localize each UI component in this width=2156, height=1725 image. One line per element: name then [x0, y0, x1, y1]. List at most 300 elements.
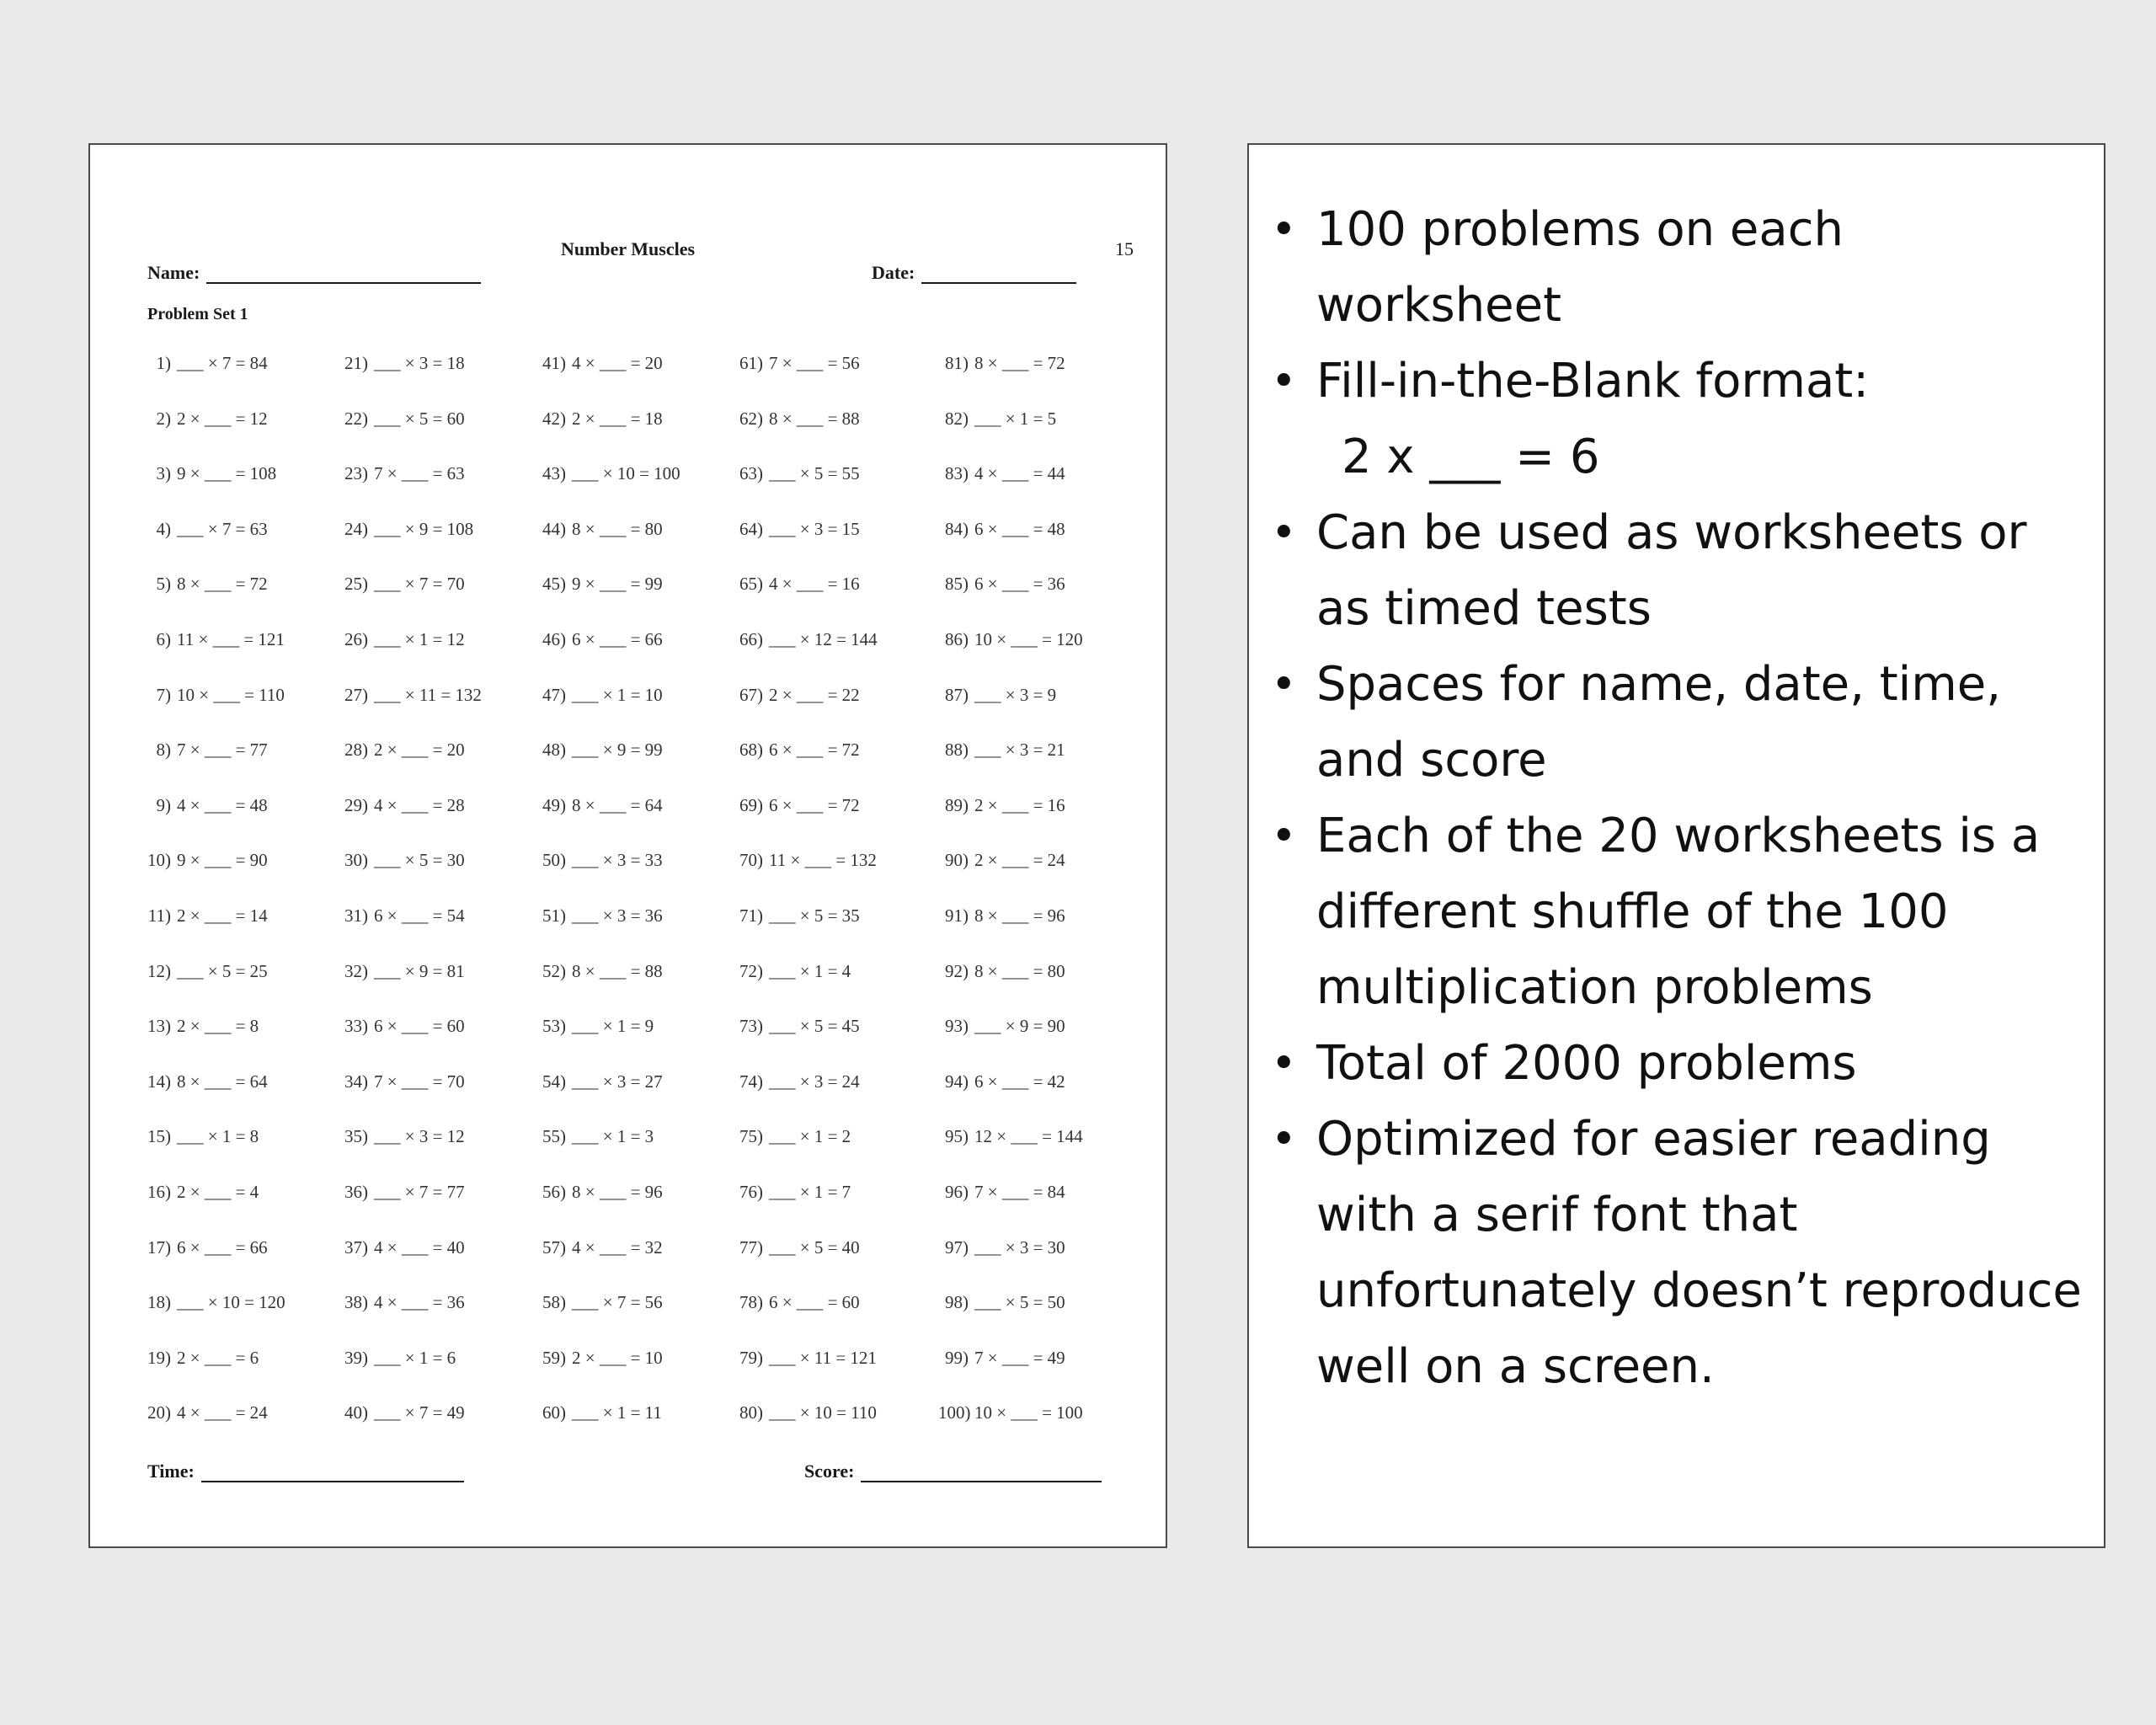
problem-item [141, 685, 334, 740]
problem-item [536, 905, 729, 961]
problem-equation: ___ × 3 = 21 [974, 740, 1065, 761]
date-blank-line [921, 265, 1076, 284]
problem-number: 18) [147, 1292, 171, 1313]
problem-number: 4) [156, 518, 171, 539]
problem-item [141, 463, 334, 519]
problem-equation: 6 × ___ = 48 [974, 518, 1065, 539]
problem-item [141, 629, 334, 685]
problem-number: 23) [344, 463, 368, 484]
problem-number: 69) [739, 794, 763, 815]
problem-number: 38) [344, 1292, 368, 1313]
problem-equation: 8 × ___ = 88 [769, 408, 860, 429]
problem-item [938, 1126, 1132, 1182]
problem-item [338, 1182, 531, 1237]
problem-item [733, 1348, 926, 1403]
problem-equation: ___ × 11 = 121 [769, 1347, 877, 1368]
feature-text: Each of the 20 worksheets is a different shuffle of the 100 multiplication problems [1316, 809, 2041, 1015]
problem-item [338, 1402, 531, 1458]
problem-equation: ___ × 5 = 60 [374, 408, 465, 429]
problem-item [338, 1126, 531, 1182]
problem-number: 31) [344, 905, 368, 926]
problem-number: 51) [542, 905, 566, 926]
problem-equation: 7 × ___ = 49 [974, 1347, 1065, 1368]
bullet-icon: • [1271, 660, 1297, 710]
problem-number: 56) [542, 1181, 566, 1202]
problem-item [338, 795, 531, 851]
problem-equation: 9 × ___ = 99 [572, 574, 663, 595]
problem-item [938, 574, 1132, 629]
problem-item [536, 795, 729, 851]
problem-number: 22) [344, 408, 368, 429]
date-label: Date: [872, 262, 915, 283]
problem-number: 79) [739, 1347, 763, 1368]
problem-item [338, 463, 531, 519]
problem-number: 42) [542, 408, 566, 429]
problem-item [733, 1182, 926, 1237]
problem-column-4 [733, 353, 926, 1458]
problem-equation: 6 × ___ = 42 [974, 1071, 1065, 1092]
problem-equation: 4 × ___ = 28 [374, 794, 465, 815]
problem-column-5 [938, 353, 1132, 1458]
problem-number: 63) [739, 463, 763, 484]
problem-item [141, 961, 334, 1017]
problem-number: 50) [542, 850, 566, 871]
problem-item [338, 961, 531, 1017]
feature-text: Spaces for name, date, time, and score [1316, 657, 2002, 788]
problem-number: 40) [344, 1402, 368, 1423]
problem-number: 47) [542, 684, 566, 705]
problem-number: 55) [542, 1126, 566, 1147]
feature-list [1271, 192, 2091, 1405]
problem-item [733, 1126, 926, 1182]
problem-equation: ___ × 7 = 49 [374, 1402, 465, 1423]
problem-item [141, 1402, 334, 1458]
problem-number: 12) [147, 960, 171, 981]
problem-item [938, 1348, 1132, 1403]
problem-item [536, 629, 729, 685]
problem-item [938, 353, 1132, 409]
problem-number: 5) [156, 574, 171, 595]
problem-item [536, 353, 729, 409]
problem-number: 28) [344, 740, 368, 761]
problem-item [938, 463, 1132, 519]
problem-number: 29) [344, 794, 368, 815]
problem-equation: 4 × ___ = 44 [974, 463, 1065, 484]
bullet-icon: • [1271, 508, 1297, 558]
problem-equation: 10 × ___ = 100 [974, 1402, 1083, 1423]
bullet-icon: • [1271, 1039, 1297, 1089]
problem-number: 92) [945, 960, 969, 981]
bullet-icon: • [1271, 356, 1297, 407]
problem-number: 81) [945, 353, 969, 373]
problem-item [938, 1292, 1132, 1348]
problem-item [141, 850, 334, 905]
problem-number: 100) [938, 1402, 971, 1423]
problem-item [536, 1237, 729, 1293]
problem-number: 17) [147, 1236, 171, 1258]
problem-number: 24) [344, 518, 368, 539]
problem-number: 59) [542, 1347, 566, 1368]
problem-item [733, 1237, 926, 1293]
score-blank-line [861, 1464, 1102, 1482]
problem-equation: 2 × ___ = 22 [769, 684, 860, 705]
problem-number: 90) [945, 850, 969, 871]
bullet-icon: • [1271, 811, 1297, 862]
problem-item [536, 1182, 729, 1237]
problem-equation: 11 × ___ = 132 [769, 850, 877, 871]
problem-equation: 4 × ___ = 16 [769, 574, 860, 595]
problem-number: 66) [739, 628, 763, 649]
problem-number: 6) [156, 628, 171, 649]
problem-item [338, 1292, 531, 1348]
problem-item [938, 519, 1132, 574]
problem-equation: 4 × ___ = 40 [374, 1236, 465, 1258]
problem-equation: ___ × 1 = 8 [177, 1126, 259, 1147]
problem-number: 11) [147, 905, 171, 926]
problem-item [141, 795, 334, 851]
problem-number: 3) [156, 463, 171, 484]
problem-item [733, 1016, 926, 1071]
problem-number: 57) [542, 1236, 566, 1258]
problem-item [141, 905, 334, 961]
problem-equation: ___ × 5 = 30 [374, 850, 465, 871]
problem-equation: 7 × ___ = 63 [374, 463, 465, 484]
feature-text: Optimized for easier reading with a serif font that unfortunately doesn’t reproduce well on a screen. [1316, 1112, 2082, 1394]
problem-number: 77) [739, 1236, 763, 1258]
problem-number: 82) [945, 408, 969, 429]
problem-number: 14) [147, 1071, 171, 1092]
feature-item [1271, 647, 2091, 798]
problem-equation: 6 × ___ = 60 [769, 1292, 860, 1313]
problem-item [141, 1071, 334, 1127]
problem-item [338, 353, 531, 409]
problem-equation: 6 × ___ = 66 [572, 628, 663, 649]
problem-item [536, 574, 729, 629]
problem-number: 35) [344, 1126, 368, 1147]
problem-item [733, 850, 926, 905]
format-example: 2 x ___ = 6 [1342, 430, 1600, 484]
problem-number: 70) [739, 850, 763, 871]
problem-equation: 7 × ___ = 56 [769, 353, 860, 373]
problem-item [338, 574, 531, 629]
problem-equation: ___ × 5 = 40 [769, 1236, 860, 1258]
problem-item [733, 1402, 926, 1458]
problem-equation: ___ × 3 = 33 [572, 850, 663, 871]
problem-number: 54) [542, 1071, 566, 1092]
problem-item [733, 353, 926, 409]
problem-equation: ___ × 12 = 144 [769, 628, 878, 649]
problem-equation: ___ × 3 = 12 [374, 1126, 465, 1147]
problem-number: 52) [542, 960, 566, 981]
problem-item [338, 1237, 531, 1293]
problem-item [938, 629, 1132, 685]
problem-item [338, 1016, 531, 1071]
problem-equation: 2 × ___ = 10 [572, 1347, 663, 1368]
problem-item [733, 795, 926, 851]
problem-equation: 6 × ___ = 72 [769, 794, 860, 815]
time-blank-line [201, 1464, 464, 1482]
problem-number: 83) [945, 463, 969, 484]
problem-equation: 11 × ___ = 121 [177, 628, 285, 649]
problem-equation: ___ × 9 = 90 [974, 1016, 1065, 1037]
problem-number: 30) [344, 850, 368, 871]
problem-item [938, 409, 1132, 464]
problem-item [733, 574, 926, 629]
problem-item [733, 1292, 926, 1348]
problem-item [938, 1016, 1132, 1071]
problem-equation: ___ × 10 = 110 [769, 1402, 877, 1423]
name-field [147, 262, 481, 284]
problem-number: 26) [344, 628, 368, 649]
problem-equation: ___ × 7 = 70 [374, 574, 465, 595]
problem-equation: ___ × 9 = 81 [374, 960, 465, 981]
problem-item [536, 740, 729, 795]
problem-equation: 8 × ___ = 64 [572, 794, 663, 815]
problem-item [338, 905, 531, 961]
problem-number: 9) [156, 794, 171, 815]
problem-equation: 2 × ___ = 4 [177, 1181, 259, 1202]
problem-item [536, 685, 729, 740]
problem-equation: 8 × ___ = 72 [974, 353, 1065, 373]
feature-text: Can be used as worksheets or as timed tests [1316, 505, 2027, 636]
problem-number: 93) [945, 1016, 969, 1037]
problem-number: 53) [542, 1016, 566, 1037]
problem-number: 97) [945, 1236, 969, 1258]
problem-equation: 8 × ___ = 96 [572, 1181, 663, 1202]
problem-item [536, 409, 729, 464]
problem-item [938, 1402, 1132, 1458]
problem-item [938, 1071, 1132, 1127]
page-number: 15 [1115, 238, 1134, 259]
problem-equation: ___ × 10 = 100 [572, 463, 680, 484]
problem-equation: 4 × ___ = 24 [177, 1402, 268, 1423]
problem-number: 87) [945, 684, 969, 705]
problem-equation: 2 × ___ = 18 [572, 408, 663, 429]
problem-item [733, 463, 926, 519]
problem-number: 21) [344, 353, 368, 373]
problem-item [733, 961, 926, 1017]
problem-equation: ___ × 9 = 99 [572, 740, 663, 761]
problem-number: 64) [739, 518, 763, 539]
problem-number: 86) [945, 628, 969, 649]
problem-item [141, 1237, 334, 1293]
problem-item [338, 850, 531, 905]
time-label: Time: [147, 1461, 195, 1482]
problem-item [938, 1182, 1132, 1237]
problem-item [938, 685, 1132, 740]
problem-number: 10) [147, 850, 171, 871]
problem-item [536, 850, 729, 905]
problem-equation: ___ × 1 = 12 [374, 628, 465, 649]
problem-number: 85) [945, 574, 969, 595]
problem-number: 13) [147, 1016, 171, 1037]
problem-item [536, 519, 729, 574]
problem-number: 34) [344, 1071, 368, 1092]
feature-text: 100 problems on each worksheet [1316, 202, 1844, 333]
problem-number: 27) [344, 684, 368, 705]
problem-equation: ___ × 1 = 3 [572, 1126, 654, 1147]
problem-item [141, 574, 334, 629]
worksheet-page [88, 143, 1167, 1548]
problem-equation: ___ × 11 = 132 [374, 684, 482, 705]
problem-number: 98) [945, 1292, 969, 1313]
problem-item [733, 519, 926, 574]
problem-number: 25) [344, 574, 368, 595]
problem-number: 41) [542, 353, 566, 373]
problem-item [733, 409, 926, 464]
problem-equation: ___ × 7 = 63 [177, 518, 268, 539]
problem-number: 48) [542, 740, 566, 761]
problem-item [733, 905, 926, 961]
problem-number: 67) [739, 684, 763, 705]
problem-number: 15) [147, 1126, 171, 1147]
problem-number: 95) [945, 1126, 969, 1147]
problem-equation: ___ × 7 = 84 [177, 353, 268, 373]
problem-equation: ___ × 5 = 50 [974, 1292, 1065, 1313]
problem-item [536, 1126, 729, 1182]
problem-item [938, 1237, 1132, 1293]
feature-text: Fill-in-the-Blank format: [1316, 354, 1870, 409]
problem-equation: 8 × ___ = 64 [177, 1071, 268, 1092]
problem-equation: 2 × ___ = 14 [177, 905, 268, 926]
problem-number: 75) [739, 1126, 763, 1147]
problem-item [141, 1348, 334, 1403]
problem-set-label: Problem Set 1 [147, 305, 248, 323]
problem-equation: ___ × 3 = 18 [374, 353, 465, 373]
problem-equation: 8 × ___ = 88 [572, 960, 663, 981]
problem-item [141, 1016, 334, 1071]
problem-item [733, 740, 926, 795]
problem-equation: 6 × ___ = 60 [374, 1016, 465, 1037]
problem-equation: 4 × ___ = 32 [572, 1236, 663, 1258]
problem-item [938, 740, 1132, 795]
problem-equation: 7 × ___ = 84 [974, 1181, 1065, 1202]
problem-equation: ___ × 1 = 10 [572, 684, 663, 705]
problem-equation: ___ × 1 = 2 [769, 1126, 851, 1147]
problem-number: 1) [156, 353, 171, 373]
problem-equation: 2 × ___ = 12 [177, 408, 268, 429]
problem-number: 44) [542, 518, 566, 539]
problem-number: 36) [344, 1181, 368, 1202]
problem-item [338, 685, 531, 740]
problem-item [141, 409, 334, 464]
name-label: Name: [147, 262, 200, 283]
problem-equation: 7 × ___ = 70 [374, 1071, 465, 1092]
feature-item [1271, 495, 2091, 647]
worksheet-title: Number Muscles [560, 238, 696, 259]
problem-number: 96) [945, 1181, 969, 1202]
problem-equation: 2 × ___ = 24 [974, 850, 1065, 871]
problem-equation: ___ × 1 = 7 [769, 1181, 851, 1202]
problem-equation: 4 × ___ = 36 [374, 1292, 465, 1313]
problem-equation: 2 × ___ = 8 [177, 1016, 259, 1037]
problem-number: 49) [542, 794, 566, 815]
bullet-icon: • [1271, 205, 1297, 255]
problem-equation: 4 × ___ = 20 [572, 353, 663, 373]
feature-text: Total of 2000 problems [1316, 1036, 1857, 1091]
problem-item [536, 1402, 729, 1458]
bullet-icon: • [1271, 1114, 1297, 1165]
problem-number: 19) [147, 1347, 171, 1368]
problem-equation: ___ × 7 = 77 [374, 1181, 465, 1202]
problem-item [141, 519, 334, 574]
problem-equation: 6 × ___ = 72 [769, 740, 860, 761]
problem-item [141, 740, 334, 795]
problem-equation: ___ × 9 = 108 [374, 518, 474, 539]
problem-number: 16) [147, 1181, 171, 1202]
problem-equation: 8 × ___ = 80 [974, 960, 1065, 981]
problem-number: 8) [156, 740, 171, 761]
problem-number: 62) [739, 408, 763, 429]
problem-number: 72) [739, 960, 763, 981]
feature-item [1271, 192, 2091, 344]
problem-equation: 4 × ___ = 48 [177, 794, 268, 815]
problem-item [338, 1071, 531, 1127]
problem-equation: ___ × 3 = 30 [974, 1236, 1065, 1258]
problem-equation: 9 × ___ = 90 [177, 850, 268, 871]
problem-equation: ___ × 5 = 35 [769, 905, 860, 926]
problem-number: 99) [945, 1347, 969, 1368]
problem-item [536, 1071, 729, 1127]
feature-item [1271, 1026, 2091, 1102]
problem-item [733, 629, 926, 685]
problem-equation: ___ × 1 = 9 [572, 1016, 654, 1037]
problem-equation: ___ × 1 = 11 [572, 1402, 662, 1423]
problem-item [338, 740, 531, 795]
name-blank-line [206, 265, 481, 284]
problem-equation: ___ × 3 = 36 [572, 905, 663, 926]
problem-item [938, 850, 1132, 905]
problem-number: 7) [156, 684, 171, 705]
problem-number: 71) [739, 905, 763, 926]
problem-equation: 10 × ___ = 110 [177, 684, 285, 705]
problem-number: 37) [344, 1236, 368, 1258]
problem-equation: 8 × ___ = 80 [572, 518, 663, 539]
problem-equation: ___ × 3 = 15 [769, 518, 860, 539]
problem-equation: 7 × ___ = 77 [177, 740, 268, 761]
problem-item [938, 795, 1132, 851]
problem-equation: ___ × 5 = 25 [177, 960, 268, 981]
problem-number: 84) [945, 518, 969, 539]
problem-item [733, 685, 926, 740]
problem-number: 2) [156, 408, 171, 429]
features-panel [1247, 143, 2105, 1548]
problem-equation: ___ × 5 = 45 [769, 1016, 860, 1037]
problem-equation: ___ × 1 = 4 [769, 960, 851, 981]
problem-item [733, 1071, 926, 1127]
problem-equation: 2 × ___ = 16 [974, 794, 1065, 815]
problem-item [536, 463, 729, 519]
problem-column-2 [338, 353, 531, 1458]
problem-number: 68) [739, 740, 763, 761]
problem-equation: ___ × 5 = 55 [769, 463, 860, 484]
problem-item [338, 409, 531, 464]
feature-item [1271, 798, 2091, 1026]
problem-item [938, 961, 1132, 1017]
problem-item [141, 1292, 334, 1348]
feature-item [1271, 344, 2091, 495]
problem-number: 89) [945, 794, 969, 815]
problem-item [536, 1292, 729, 1348]
score-label: Score: [804, 1461, 855, 1482]
problem-equation: 6 × ___ = 54 [374, 905, 465, 926]
problem-equation: ___ × 1 = 6 [374, 1347, 456, 1368]
problem-number: 73) [739, 1016, 763, 1037]
problem-item [536, 1348, 729, 1403]
problem-number: 32) [344, 960, 368, 981]
problem-equation: 10 × ___ = 120 [974, 628, 1083, 649]
problem-number: 61) [739, 353, 763, 373]
